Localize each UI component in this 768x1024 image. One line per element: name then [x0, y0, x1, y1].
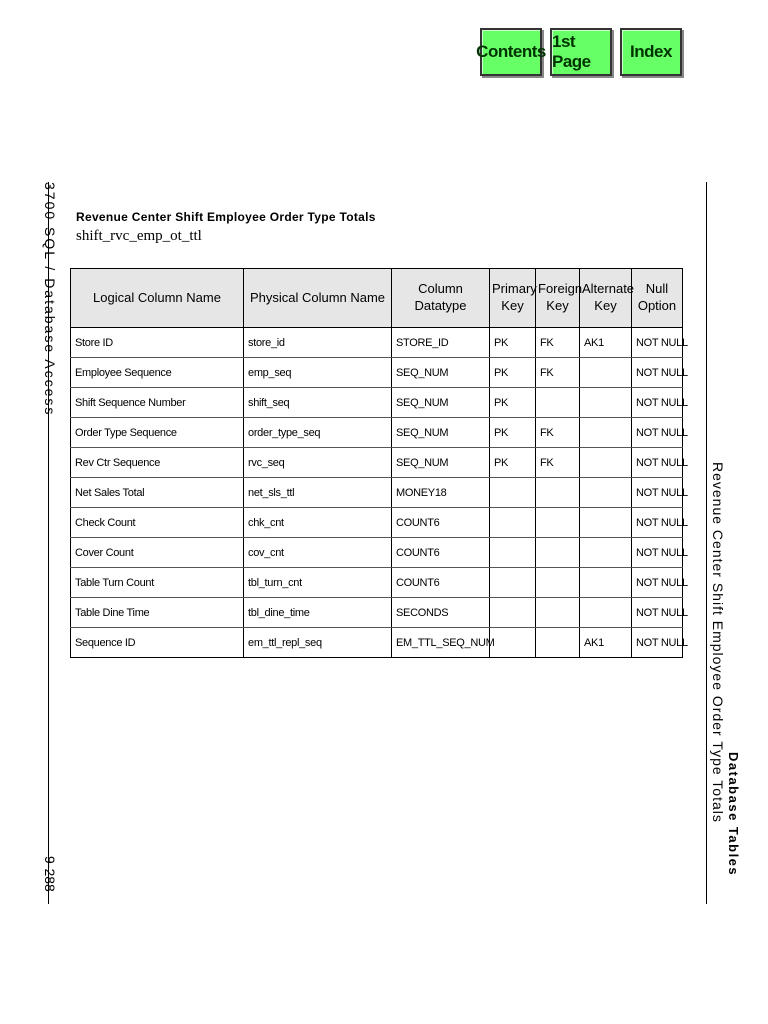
- cell-primary-key: PK: [490, 328, 536, 358]
- cell-physical-name: tbl_dine_time: [244, 598, 392, 628]
- cell-null-option: NOT NULL: [632, 388, 683, 418]
- table-row: [71, 478, 683, 508]
- cell-null-option: NOT NULL: [632, 508, 683, 538]
- header-primary-key-line1: Primary: [492, 281, 537, 297]
- header-foreign-key-line2: Key: [546, 298, 569, 313]
- cell-null-option: NOT NULL: [632, 328, 683, 358]
- physical-table-name: shift_rvc_emp_ot_ttl: [76, 228, 202, 244]
- cell-null-option: NOT NULL: [632, 358, 683, 388]
- cell-foreign-key: FK: [536, 448, 580, 478]
- cell-logical-name: Rev Ctr Sequence: [71, 448, 244, 478]
- cell-logical-name: Employee Sequence: [71, 358, 244, 388]
- cell-physical-name: cov_cnt: [244, 538, 392, 568]
- cell-null-option: NOT NULL: [632, 538, 683, 568]
- table-body: [71, 328, 688, 658]
- cell-foreign-key: [536, 568, 580, 598]
- cell-null-option: NOT NULL: [632, 628, 683, 658]
- cell-primary-key: PK: [490, 418, 536, 448]
- cell-foreign-key: FK: [536, 328, 580, 358]
- cell-datatype: SEQ_NUM: [392, 358, 490, 388]
- cell-alternate-key: [580, 418, 632, 448]
- header-logical-column-name: Logical Column Name: [71, 269, 244, 328]
- cell-logical-name: Shift Sequence Number: [71, 388, 244, 418]
- cell-logical-name: Order Type Sequence: [71, 418, 244, 448]
- cell-datatype: COUNT6: [392, 508, 490, 538]
- table-title: Revenue Center Shift Employee Order Type Totals: [76, 210, 376, 224]
- cell-primary-key: [490, 538, 536, 568]
- cell-null-option: NOT NULL: [632, 568, 683, 598]
- cell-primary-key: [490, 568, 536, 598]
- cell-datatype: SEQ_NUM: [392, 448, 490, 478]
- header-primary-key: [490, 269, 536, 328]
- cell-alternate-key: [580, 388, 632, 418]
- cell-null-option: NOT NULL: [632, 478, 683, 508]
- running-header-right: Revenue Center Shift Employee Order Type Totals: [710, 462, 726, 823]
- table-row: [71, 538, 683, 568]
- table-row: [71, 508, 683, 538]
- cell-foreign-key: [536, 538, 580, 568]
- header-foreign-key-line1: Foreign: [538, 281, 583, 297]
- cell-physical-name: tbl_turn_cnt: [244, 568, 392, 598]
- table-row: [71, 628, 683, 658]
- table-header-row: [71, 269, 683, 328]
- header-alternate-key-line2: Key: [594, 298, 617, 313]
- header-alternate-key: [580, 269, 635, 328]
- index-button[interactable]: Index: [620, 28, 682, 76]
- cell-foreign-key: [536, 478, 580, 508]
- cell-primary-key: PK: [490, 388, 536, 418]
- header-null-option: [632, 269, 683, 328]
- cell-foreign-key: FK: [536, 418, 580, 448]
- cell-alternate-key: AK1: [580, 328, 632, 358]
- cell-physical-name: store_id: [244, 328, 392, 358]
- cell-physical-name: emp_seq: [244, 358, 392, 388]
- cell-foreign-key: FK: [536, 358, 580, 388]
- right-margin-rule: [706, 182, 707, 904]
- cell-logical-name: Table Turn Count: [71, 568, 244, 598]
- cell-physical-name: order_type_seq: [244, 418, 392, 448]
- cell-datatype: COUNT6: [392, 568, 490, 598]
- cell-alternate-key: [580, 508, 632, 538]
- header-foreign-key: [536, 269, 583, 328]
- cell-foreign-key: [536, 508, 580, 538]
- table-row: [71, 448, 683, 478]
- cell-logical-name: Cover Count: [71, 538, 244, 568]
- running-header-left: 3700 SQL / Database Access: [42, 182, 58, 417]
- header-column-datatype: Column Datatype: [392, 269, 490, 328]
- cell-datatype: COUNT6: [392, 538, 490, 568]
- cell-alternate-key: [580, 478, 632, 508]
- cell-physical-name: net_sls_ttl: [244, 478, 392, 508]
- cell-logical-name: Store ID: [71, 328, 244, 358]
- table-row: [71, 568, 683, 598]
- cell-logical-name: Net Sales Total: [71, 478, 244, 508]
- cell-alternate-key: [580, 358, 632, 388]
- cell-datatype: SECONDS: [392, 598, 490, 628]
- cell-physical-name: em_ttl_repl_seq: [244, 628, 392, 658]
- cell-logical-name: Sequence ID: [71, 628, 244, 658]
- table-row: [71, 418, 683, 448]
- cell-logical-name: Check Count: [71, 508, 244, 538]
- contents-button[interactable]: Contents: [480, 28, 542, 76]
- cell-primary-key: [490, 508, 536, 538]
- cell-null-option: NOT NULL: [632, 598, 683, 628]
- cell-alternate-key: AK1: [580, 628, 632, 658]
- first-page-button[interactable]: 1st Page: [550, 28, 612, 76]
- cell-foreign-key: [536, 388, 580, 418]
- cell-datatype: EM_TTL_SEQ_NUM: [392, 628, 490, 658]
- section-label: Database Tables: [726, 752, 741, 877]
- cell-physical-name: shift_seq: [244, 388, 392, 418]
- cell-alternate-key: [580, 598, 632, 628]
- column-definition-table: [70, 268, 688, 658]
- cell-primary-key: PK: [490, 448, 536, 478]
- cell-alternate-key: [580, 568, 632, 598]
- cell-primary-key: [490, 598, 536, 628]
- table-row: [71, 328, 683, 358]
- cell-foreign-key: [536, 628, 580, 658]
- header-null-option-line1: Null: [645, 281, 669, 297]
- table-row: [71, 598, 683, 628]
- cell-primary-key: PK: [490, 358, 536, 388]
- cell-physical-name: chk_cnt: [244, 508, 392, 538]
- cell-datatype: SEQ_NUM: [392, 418, 490, 448]
- header-physical-column-name: Physical Column Name: [244, 269, 392, 328]
- table-row: [71, 358, 683, 388]
- cell-null-option: NOT NULL: [632, 418, 683, 448]
- cell-primary-key: [490, 628, 536, 658]
- cell-alternate-key: [580, 538, 632, 568]
- table-row: [71, 388, 683, 418]
- cell-datatype: SEQ_NUM: [392, 388, 490, 418]
- header-primary-key-line2: Key: [501, 298, 524, 313]
- page-number: 9-288: [42, 856, 58, 892]
- cell-foreign-key: [536, 598, 580, 628]
- header-alternate-key-line1: Alternate: [582, 281, 635, 297]
- cell-primary-key: [490, 478, 536, 508]
- cell-null-option: NOT NULL: [632, 448, 683, 478]
- cell-alternate-key: [580, 448, 632, 478]
- cell-physical-name: rvc_seq: [244, 448, 392, 478]
- cell-datatype: STORE_ID: [392, 328, 490, 358]
- cell-logical-name: Table Dine Time: [71, 598, 244, 628]
- header-null-option-line2: Option: [637, 298, 677, 313]
- cell-datatype: MONEY18: [392, 478, 490, 508]
